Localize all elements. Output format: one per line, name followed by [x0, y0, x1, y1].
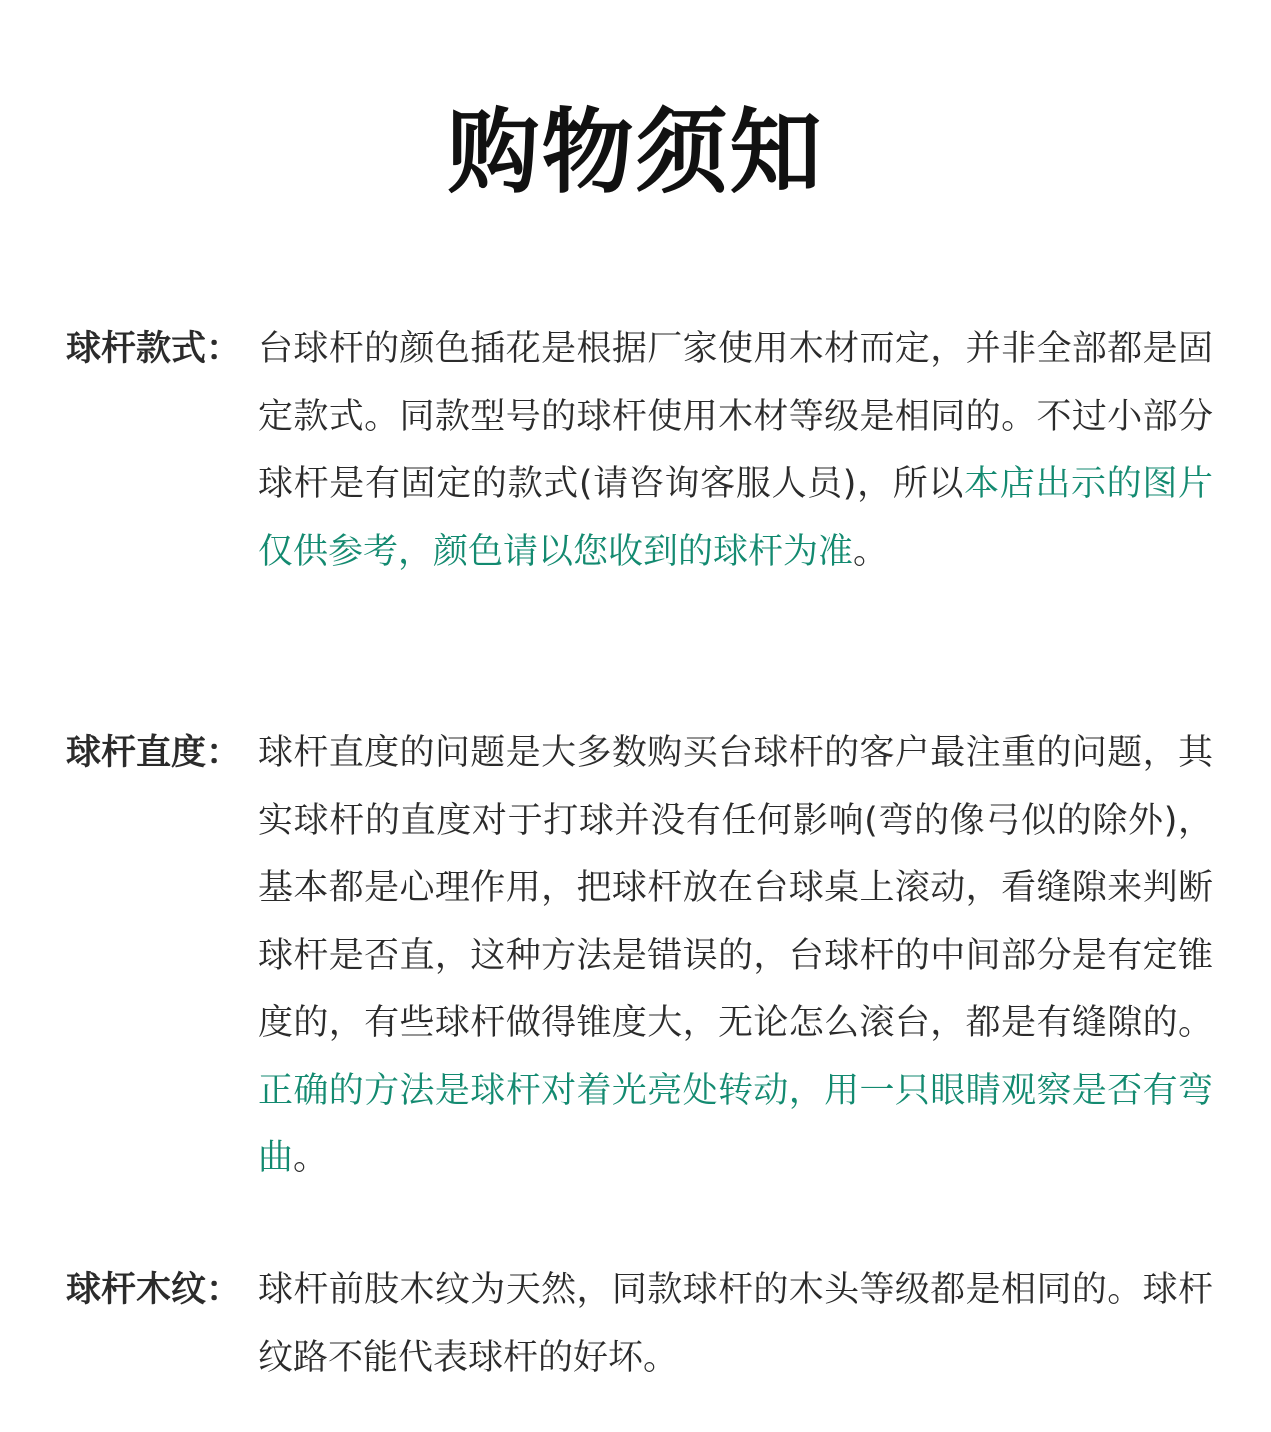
section-body [258, 316, 1213, 586]
section-label: 球杆款式： [66, 329, 242, 369]
section-body [258, 1257, 1213, 1392]
highlight-text: 正确的方法是球杆对着光亮处转动，用一只眼睛观察是否有弯曲 [258, 1070, 1213, 1178]
body-text: 球杆直度的问题是大多数购买台球杆的客户最注重的问题，其实球杆的直度对于打球并没有任何影响(弯的像弓似的除外)，基本都是心理作用，把球杆放在台球桌上滚动，看缝隙来判断球杆是否直，这种方法是错误的，台球杆的中间部分是有定锥度的，有些球杆做得锥度大，无论怎么滚台，都是有缝隙的。 [258, 733, 1213, 1043]
section-label: 球杆直度： [66, 733, 242, 773]
highlight-text: 本店出示的图片仅供参考，颜色请以您收到的球杆为准 [258, 464, 1213, 572]
page-title: 购物须知 [447, 99, 824, 206]
body-text-end: 。 [853, 531, 889, 572]
body-text-end: 。 [293, 1138, 329, 1178]
section-body [258, 720, 1213, 1193]
body-text: 球杆前肢木纹为天然，同款球杆的木头等级都是相同的。球杆纹路不能代表球杆的好坏。 [258, 1270, 1213, 1378]
body-text: 台球杆的颜色插花是根据厂家使用木材而定，并非全部都是固定款式。同款型号的球杆使用木材等级是相同的。不过小部分球杆是有固定的款式(请咨询客服人员)，所以 [258, 329, 1213, 504]
section-label: 球杆木纹： [66, 1270, 242, 1310]
